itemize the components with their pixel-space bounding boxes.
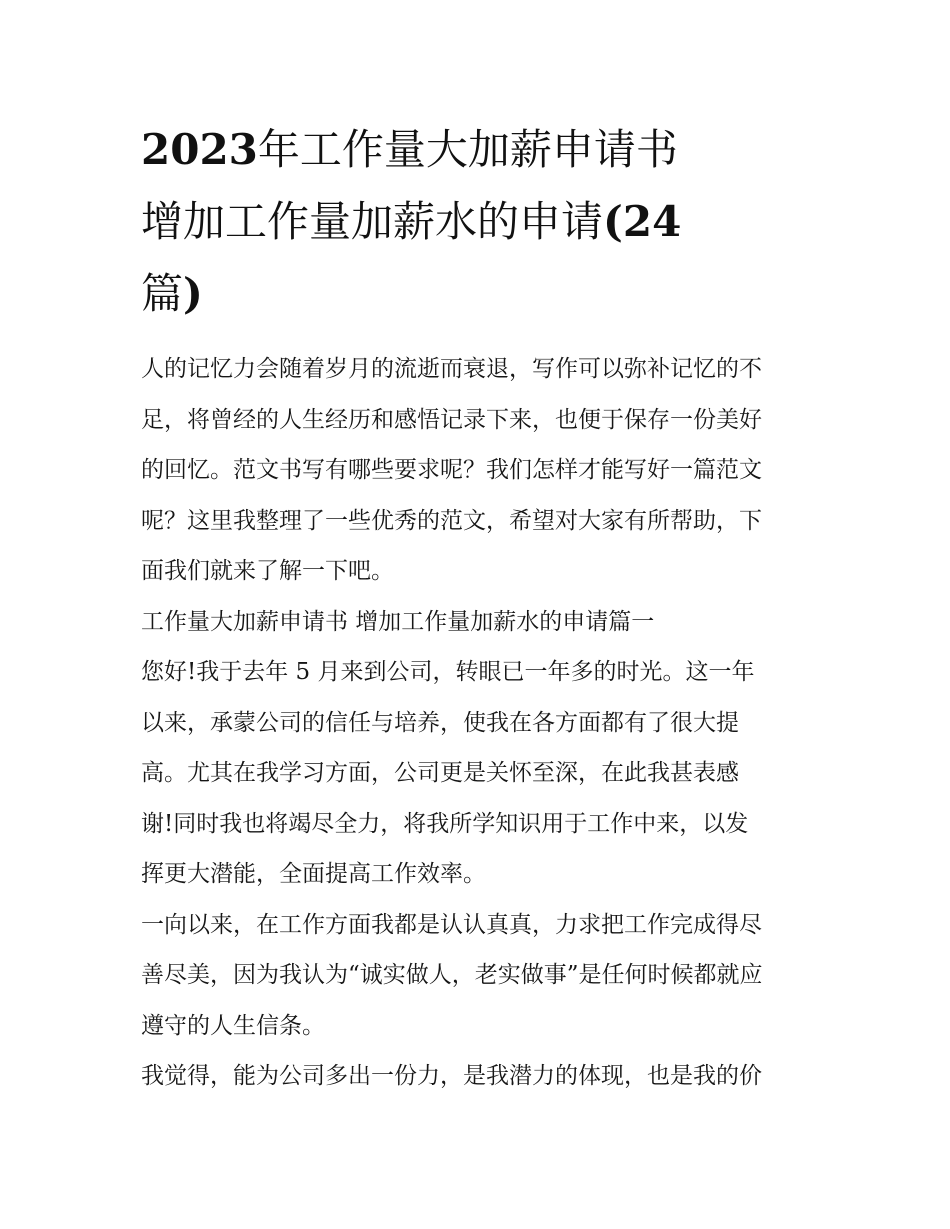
body-line: 您好!我于去年 5 月来到公司，转眼已一年多的时光。这一年 (141, 659, 755, 685)
body-line: 一向以来，在工作方面我都是认认真真，力求把工作完成得尽 (141, 911, 762, 938)
body-line: 谢!同时我也将竭尽全力，将我所学知识用于工作中来，以发 (141, 810, 749, 837)
body-line: 遵守的人生信条。 (141, 1012, 325, 1039)
title-year: 2023 (141, 125, 258, 174)
title-count: (24 (603, 197, 682, 246)
body-line: 面我们就来了解一下吧。 (141, 558, 394, 584)
title-line-3 (141, 258, 831, 330)
body-line: 我觉得，能为公司多出一份力，是我潜力的体现，也是我的价 (141, 1063, 762, 1089)
body-line: 的回忆。范文书写有哪些要求呢？我们怎样才能写好一篇范文 (141, 457, 762, 483)
title-close-paren: ) (183, 269, 203, 318)
body-line: 以来，承蒙公司的信任与培养，使我在各方面都有了很大提 (141, 709, 739, 736)
title-line-3-text: 篇 (141, 269, 184, 318)
body-line: 人的记忆力会随着岁月的流逝而衰退，写作可以弥补记忆的不 (141, 356, 762, 382)
title-line-1 (141, 114, 831, 186)
document-content (141, 114, 831, 1102)
body-line: 高。尤其在我学习方面，公司更是关怀至深，在此我甚表感 (141, 760, 739, 786)
document-body (141, 344, 831, 1102)
body-line: 挥更大潜能，全面提高工作效率。 (141, 861, 486, 887)
body-line: 善尽美，因为我认为“诚实做人，老实做事”是任何时候都就应 (141, 962, 763, 988)
title-line-2-text: 增加工作量加薪水的申请 (141, 197, 604, 246)
body-line: 呢？这里我整理了一些优秀的范文，希望对大家有所帮助，下 (141, 507, 762, 534)
body-line: 足，将曾经的人生经历和感悟记录下来，也便于保存一份美好 (141, 406, 762, 433)
title-line-1-text: 年工作量大加薪申请书 (257, 125, 678, 174)
document-title (141, 114, 831, 330)
title-line-2 (141, 186, 831, 258)
section-heading: 工作量大加薪申请书 增加工作量加薪水的申请篇一 (141, 608, 655, 635)
